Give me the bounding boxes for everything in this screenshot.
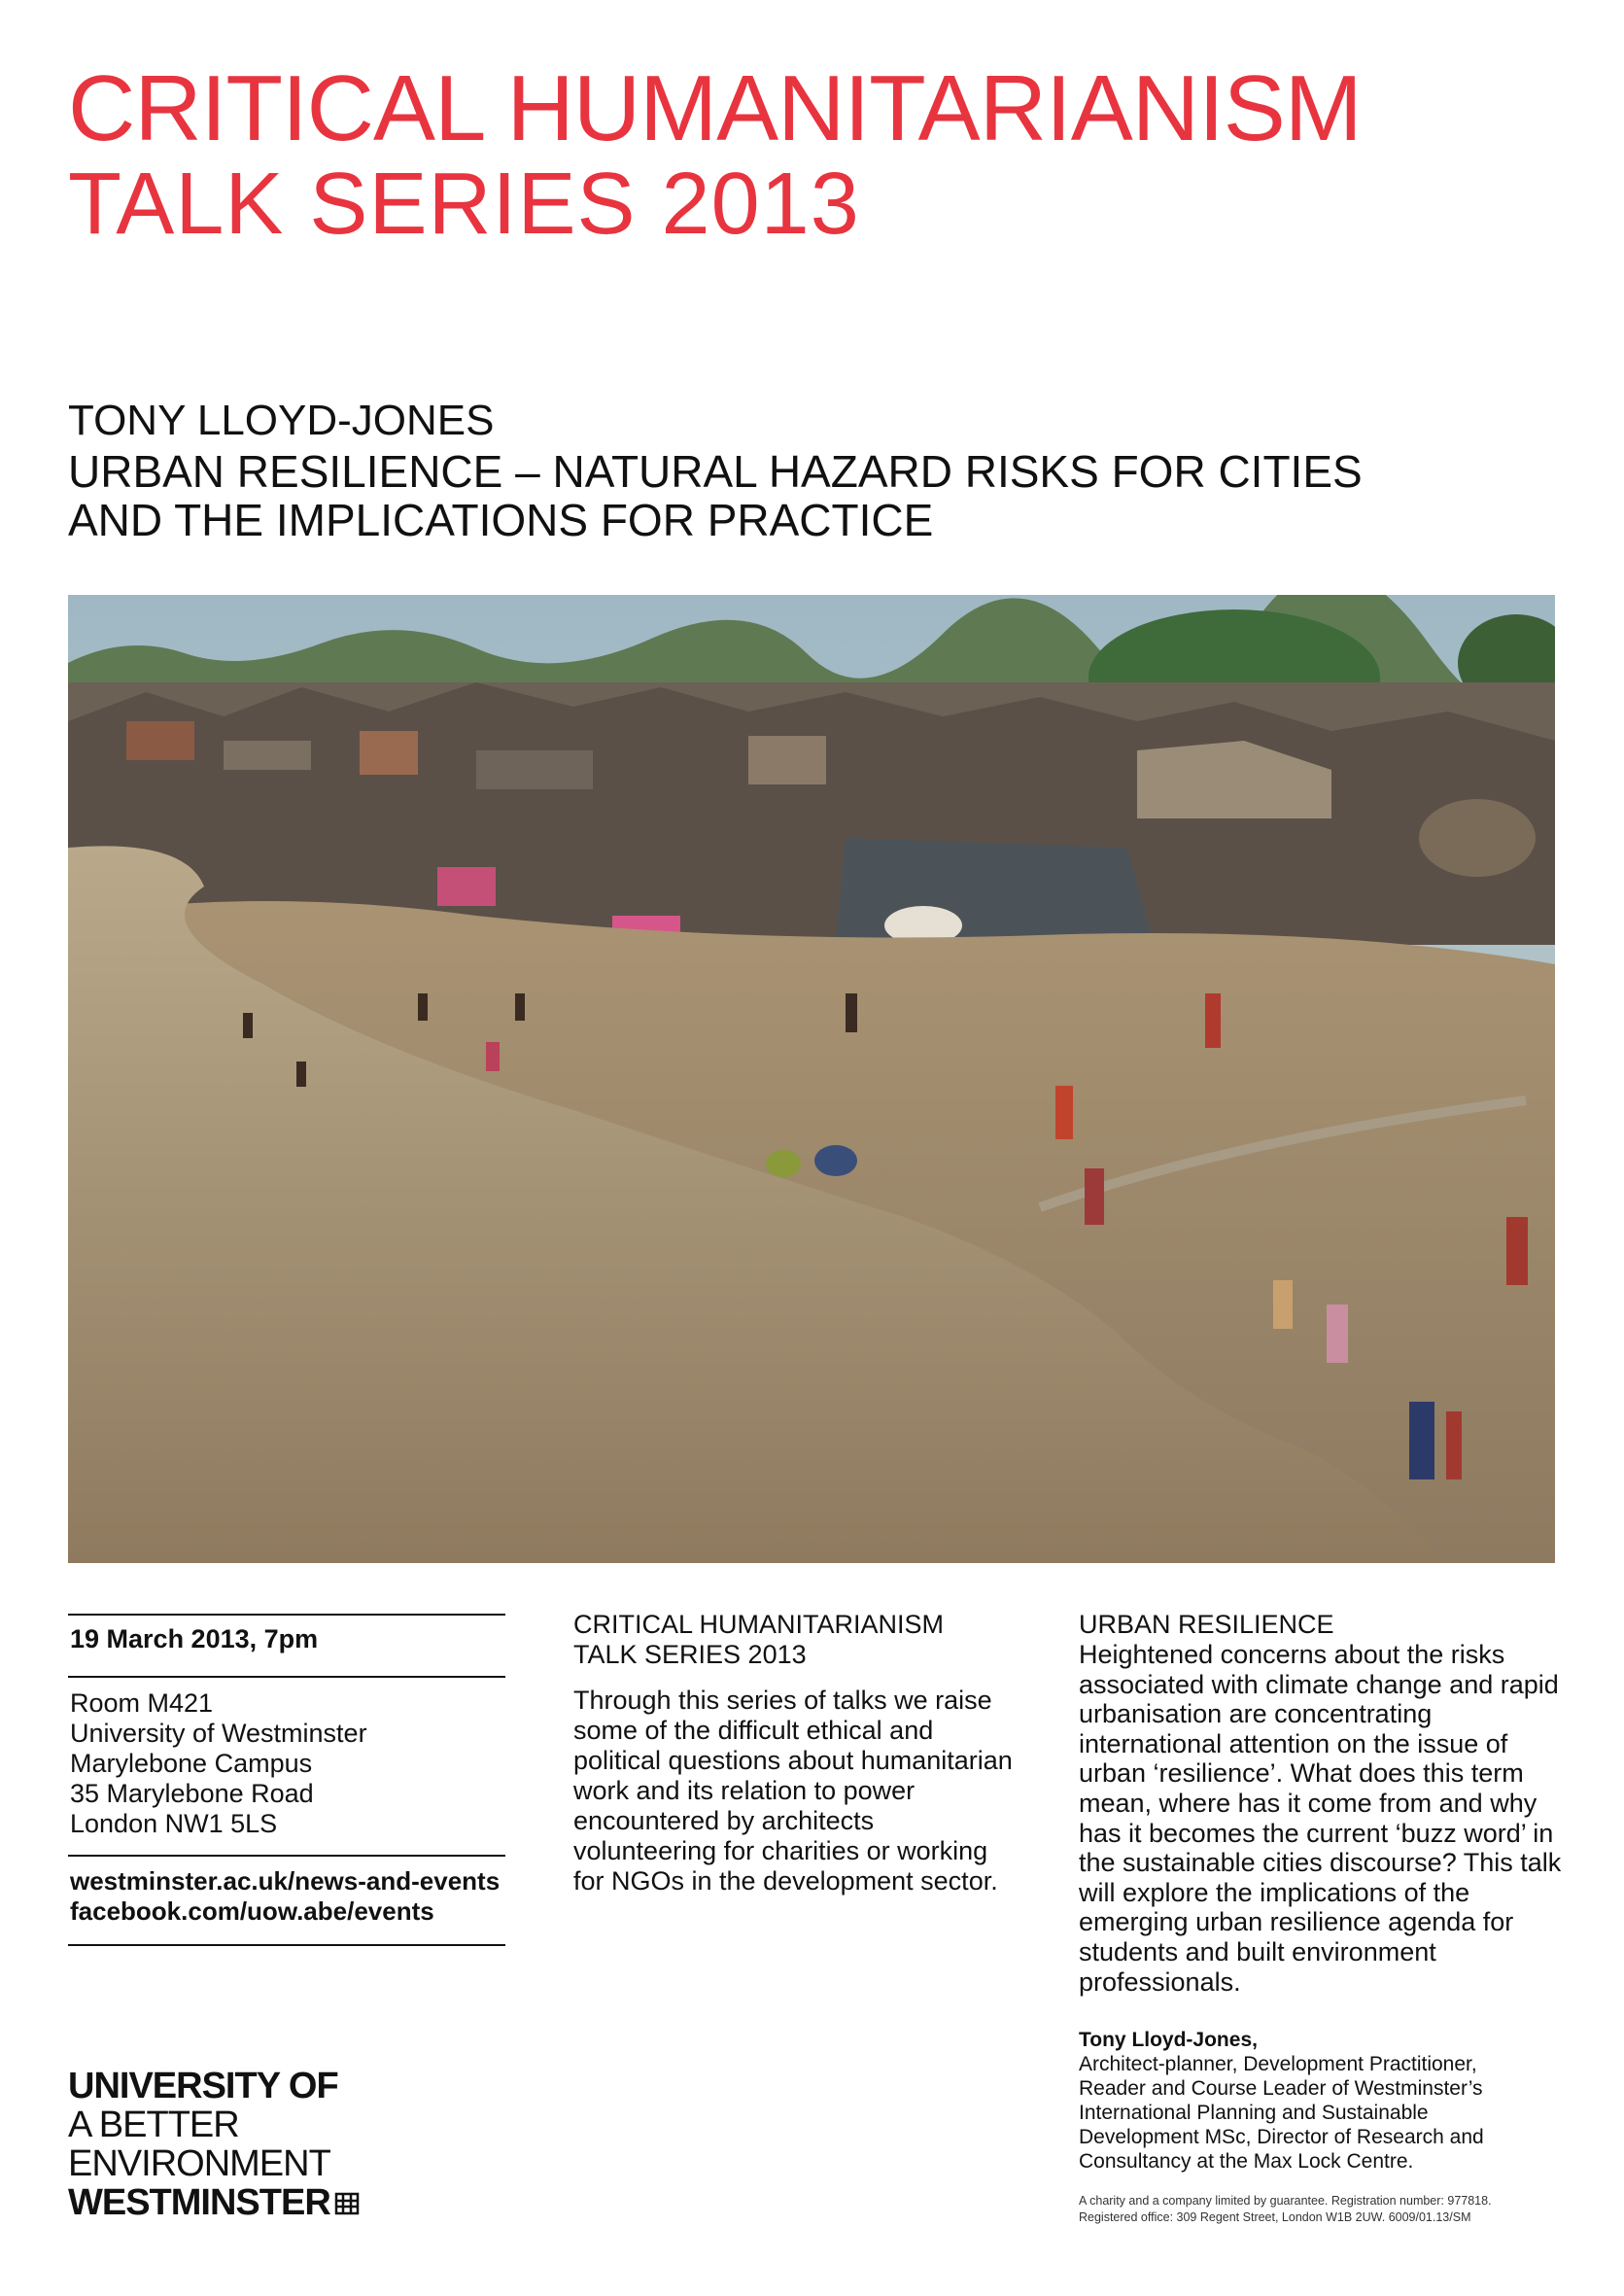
speaker-bio: [1079, 2028, 1545, 2174]
photo-illustration: [68, 595, 1555, 1563]
logo-line: A BETTER: [68, 2105, 239, 2145]
talk-abstract: [1079, 1610, 1565, 1997]
address-line: Room M421: [70, 1688, 214, 1718]
university-logo: [68, 2067, 360, 2224]
divider-rule: [68, 1855, 505, 1857]
portcullis-icon: [334, 2185, 360, 2224]
abstract-body: Heightened concerns about the risks associated with climate change and rapid urbanisation are concentrating international attention on the issue of urban ‘resilience’. What does this term mean, where has it come from and why has it becomes the current ‘buzz word’ in the sustainable cities discourse? This talk will explore the implications of the emerging urban resilience agenda for students and built environment professionals.: [1079, 1640, 1562, 1997]
legal-notice: [1079, 2193, 1584, 2226]
talk-title-line-1: URBAN RESILIENCE – NATURAL HAZARD RISKS FOR CITIES: [68, 446, 1363, 497]
divider-rule: [68, 1614, 505, 1616]
series-subtitle: TALK SERIES 2013: [68, 156, 860, 253]
talk-title-line-2: AND THE IMPLICATIONS FOR PRACTICE: [68, 495, 934, 545]
logo-line: ENVIRONMENT: [68, 2143, 330, 2184]
speaker-name: TONY LLOYD-JONES: [68, 397, 495, 444]
abstract-heading: URBAN RESILIENCE: [1079, 1610, 1334, 1639]
address-line: Marylebone Campus: [70, 1749, 313, 1778]
address-line: London NW1 5LS: [70, 1809, 278, 1838]
bio-name: Tony Lloyd-Jones,: [1079, 2029, 1258, 2051]
series-description: [573, 1610, 1020, 1896]
news-events-link[interactable]: westminster.ac.uk/news-and-events: [70, 1866, 501, 1896]
bio-text: Architect-planner, Development Practitioner, Reader and Course Leader of Westminster’s International Planning and Sustainable Development MSc, Director of Research and Consultancy at the Max Lock Centre.: [1079, 2053, 1484, 2173]
legal-line: Registered office: 309 Regent Street, London W1B 2UW. 6009/01.13/SM: [1079, 2210, 1471, 2224]
facebook-link[interactable]: facebook.com/uow.abe/events: [70, 1896, 434, 1926]
event-date: 19 March 2013, 7pm: [70, 1624, 319, 1653]
divider-rule: [68, 1676, 505, 1678]
logo-line: WESTMINSTER: [68, 2182, 330, 2223]
series-heading: TALK SERIES 2013: [573, 1640, 807, 1669]
legal-line: A charity and a company limited by guarantee. Registration number: 977818.: [1079, 2194, 1492, 2208]
series-heading: CRITICAL HUMANITARIANISM: [573, 1610, 945, 1639]
address-line: 35 Marylebone Road: [70, 1779, 314, 1808]
logo-line: UNIVERSITY OF: [68, 2066, 338, 2106]
address-line: University of Westminster: [70, 1719, 367, 1748]
series-title: CRITICAL HUMANITARIANISM: [68, 56, 1362, 160]
riverside-settlement-photo: [68, 595, 1555, 1563]
divider-rule: [68, 1944, 505, 1946]
series-body: Through this series of talks we raise some of the difficult ethical and political questions about humanitarian work and its relation to power encountered by architects volunteering for charities or working for NGOs in the development sector.: [573, 1686, 1013, 1896]
